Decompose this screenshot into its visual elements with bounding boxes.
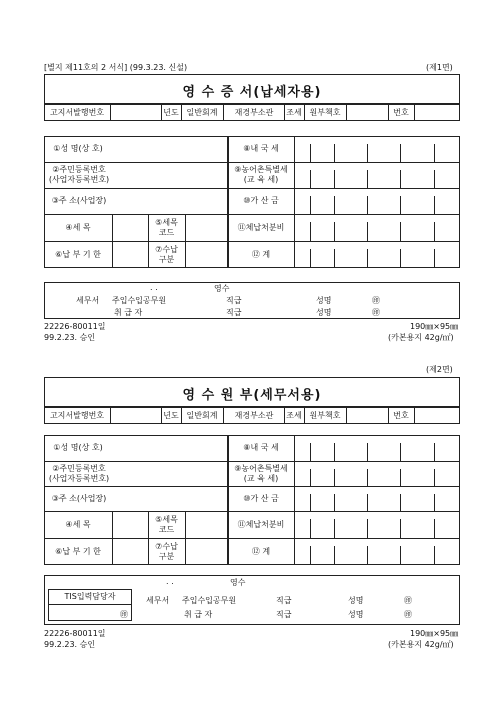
tax-code-label-2: [148, 511, 185, 538]
disposition-fee-label-2: ⑪체납처분비: [237, 519, 285, 529]
form-code-2: 22226-80011일: [44, 629, 106, 638]
tax-code-line2: 코드: [158, 227, 175, 237]
receipt-type-line2: 구분: [158, 254, 175, 264]
number-label: 번호: [393, 107, 409, 117]
name-label: ①성 명(상 호): [53, 144, 103, 153]
due-date-label: ⑥납 부 기 한: [55, 249, 101, 259]
handler-position-label: 직급: [226, 308, 242, 317]
form-code: 22226-80011일: [44, 322, 106, 331]
officer-seal-icon: ㊞: [372, 296, 380, 305]
notice-number-label: 고지서발행번호: [49, 107, 105, 117]
receipt-box: [44, 282, 460, 319]
officer-seal-icon-2: ㊞: [404, 596, 412, 605]
receipt-type-line1-2: ⑦수납: [155, 541, 178, 551]
general-account-label: 일반회계: [186, 107, 218, 117]
handler-name-label: 성명: [316, 308, 332, 317]
year-label-2: 년도: [163, 410, 179, 420]
total-label-2: ⑫ 계: [251, 546, 271, 556]
form-title-2: 영 수 원 부(세무서용): [182, 388, 322, 403]
tax-code-line2-2: 코드: [158, 524, 175, 534]
date-dots-2: . .: [166, 577, 174, 586]
rural-tax-line1: ⑨농어촌특별세: [234, 165, 288, 174]
receipt-type-label-2: [148, 538, 185, 565]
rural-tax-label-2: [228, 461, 294, 486]
receipt-type-line2-2: 구분: [158, 551, 175, 561]
officer-name-label-2: 성명: [348, 596, 364, 605]
brn-line: (사업자등록번호): [48, 175, 110, 184]
officer-position-label-2: 직급: [276, 596, 292, 605]
handler-seal-icon-2: ㊞: [404, 610, 412, 619]
form-reference: [별지 제11호의 2 서식] (99.3.23. 신설): [44, 63, 188, 72]
rural-tax-line2-2: (교 육 세): [243, 473, 279, 483]
handler-label: 취 급 자: [114, 308, 143, 317]
tax-code-line1: ⑤세목: [155, 217, 178, 227]
rural-tax-label: [228, 162, 294, 188]
tis-seal-icon: ㊞: [120, 610, 128, 619]
paper-spec-2: (카본용지 42g/㎡): [388, 640, 454, 649]
rrn-label: [44, 162, 114, 188]
handler-label-2: 취 급 자: [184, 610, 213, 619]
address-label-2: ③주 소(사업장): [51, 493, 107, 503]
total-label: ⑫ 계: [251, 249, 271, 259]
tax-label-2: 조세: [286, 410, 302, 420]
form-size: 190㎜×95㎜: [410, 322, 459, 331]
receipt-type-label: [148, 241, 185, 268]
source-book-label-2: 원부책호: [309, 410, 341, 420]
page-number-2: (제2면): [426, 365, 453, 374]
received-label: 영수: [214, 284, 230, 293]
general-account-label-2: 일반회계: [186, 410, 218, 420]
disposition-fee-label: ⑪체납처분비: [237, 222, 285, 232]
rrn-line-2: ②주민등록번호: [52, 463, 106, 473]
tis-operator-label: TIS입력담당자: [64, 591, 116, 601]
approval-date: 99.2.23. 승인: [44, 333, 96, 342]
officer-label: 주입수입공무원: [112, 296, 167, 305]
penalty-label-2: ⑩가 산 금: [243, 493, 279, 503]
form-title: 영 수 증 서(납세자용): [182, 85, 322, 100]
rrn-label-2: [44, 461, 114, 486]
paper-spec: (카본용지 42g/㎡): [388, 333, 454, 342]
brn-line-2: (사업자등록번호): [48, 473, 110, 483]
ministry-label: 재경부소관: [234, 107, 274, 117]
year-label: 년도: [163, 107, 179, 117]
date-dots: . .: [150, 283, 158, 292]
due-date-label-2: ⑥납 부 기 한: [55, 546, 101, 556]
rural-tax-line2: (교 육 세): [243, 175, 279, 184]
handler-name-label-2: 성명: [348, 610, 364, 619]
received-label-2: 영수: [230, 578, 246, 587]
ministry-label-2: 재경부소관: [234, 410, 274, 420]
number-label-2: 번호: [393, 410, 409, 420]
officer-name-label: 성명: [316, 296, 332, 305]
tax-office-label: 세무서: [76, 296, 100, 305]
rrn-line: ②주민등록번호: [52, 165, 106, 174]
tax-code-line1-2: ⑤세목: [155, 514, 178, 524]
tax-label: 조세: [286, 107, 302, 117]
name-label-2: ①성 명(상 호): [53, 443, 103, 452]
officer-label-2: 주입수입공무원: [182, 596, 237, 605]
penalty-label: ⑩가 산 금: [243, 196, 279, 205]
notice-number-label-2: 고지서발행번호: [49, 410, 105, 420]
national-tax-label: ⑧내 국 세: [243, 144, 279, 153]
tax-item-label: ④세 목: [65, 222, 91, 232]
handler-position-label-2: 직급: [276, 610, 292, 619]
address-label: ③주 소(사업장): [51, 196, 107, 205]
approval-date-2: 99.2.23. 승인: [44, 640, 96, 649]
source-book-label: 원부책호: [309, 107, 341, 117]
receipt-type-line1: ⑦수납: [155, 244, 178, 254]
officer-position-label: 직급: [226, 296, 242, 305]
tax-item-label-2: ④세 목: [65, 519, 91, 529]
form-size-2: 190㎜×95㎜: [410, 629, 459, 638]
handler-seal-icon: ㊞: [372, 308, 380, 317]
tax-code-label: [148, 214, 185, 241]
tax-office-label-2: 세무서: [146, 596, 170, 605]
page-number-1: (제1면): [426, 63, 453, 72]
national-tax-label-2: ⑧내 국 세: [243, 443, 279, 452]
rural-tax-line1-2: ⑨농어촌특별세: [234, 463, 288, 473]
